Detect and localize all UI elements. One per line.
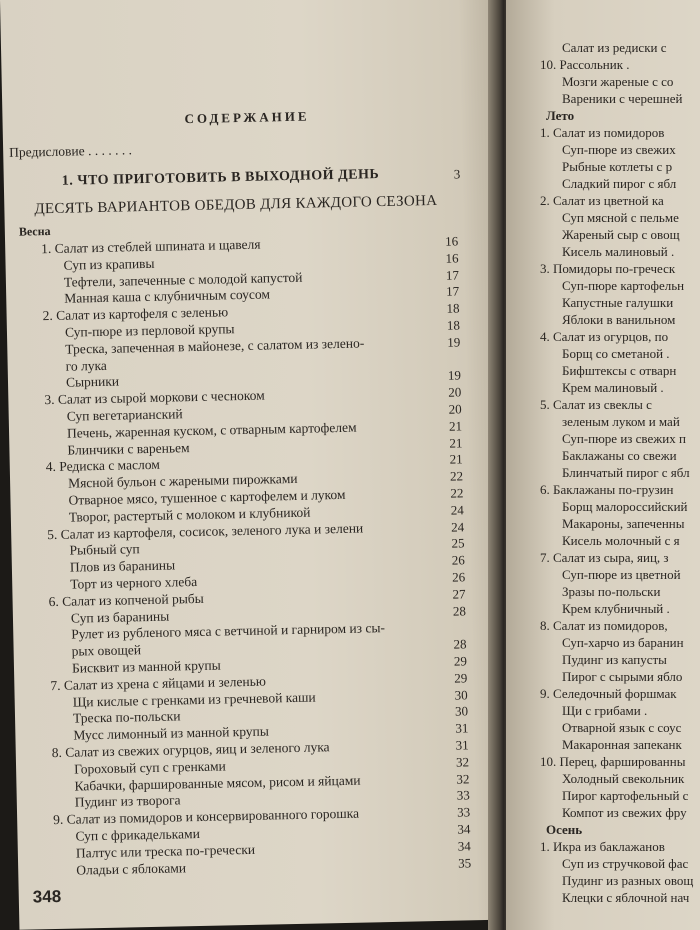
contents-line: 7. Салат из хрена с яйцами и зеленью — [50, 673, 267, 693]
contents-line-right: Макароны, запеченны — [562, 516, 685, 531]
contents-line: Гороховый суп с гренками — [73, 758, 226, 777]
contents-line-right: 7. Салат из сыра, яиц, з — [540, 550, 669, 565]
contents-line-right: Пудинг из капусты — [562, 652, 667, 667]
contents-line-right: Мозги жареные с со — [562, 74, 674, 89]
contents-line-right: Суп-пюре картофельн — [562, 278, 685, 293]
contents-line-right: 4. Салат из огурцов, по — [540, 329, 669, 344]
contents-line-right: 10. Перец, фаршированны — [540, 754, 686, 769]
contents-line-right: 1. Салат из помидоров — [540, 125, 665, 140]
contents-line-right: Пирог картофельный с — [562, 788, 689, 803]
contents-line-right: Суп-пюре из свежих п — [562, 431, 686, 446]
contents-line-right: Борщ со сметаной . — [562, 346, 670, 361]
contents-line-right: Макаронная запеканк — [562, 737, 682, 752]
contents-line-right: 1. Икра из баклажанов — [540, 839, 665, 854]
line-page-number: 21 — [449, 451, 463, 468]
line-page-number: 19 — [447, 367, 462, 384]
contents-line: 1. Салат из стеблей шпината и щавеля — [41, 236, 261, 257]
section-page: 3 — [453, 166, 461, 182]
line-page-number: 33 — [456, 804, 471, 820]
contents-line: Торт из черного хлеба — [70, 574, 198, 592]
contents-line-right: Крем клубничный . — [562, 601, 670, 616]
contents-line-right: Салат из редиски с — [562, 40, 667, 55]
line-page-number: 18 — [446, 317, 461, 333]
line-page-number: 24 — [450, 502, 464, 518]
contents-line-right: Пирог с сырыми ябло — [562, 669, 683, 684]
contents-line: Тефтели, запеченные с молодой капустой — [63, 269, 303, 290]
contents-line: Плов из баранины — [69, 557, 176, 575]
contents-line: Пудинг из творога — [74, 792, 181, 810]
contents-line-right: Капустные галушки — [562, 295, 674, 310]
contents-line-right: Суп из стручковой фас — [562, 856, 689, 871]
line-page-number: 34 — [457, 821, 471, 837]
contents-line: Блинчики с вареньем — [67, 439, 190, 458]
contents-line: 2. Салат из картофеля с зеленью — [42, 304, 229, 324]
contents-line: 5. Салат из картофеля, сосисок, зеленого лука и зелени — [47, 520, 364, 542]
line-page-number: 20 — [448, 384, 462, 400]
contents-line-right: Суп-пюре из свежих — [562, 142, 676, 157]
line-page-number: 19 — [447, 334, 461, 350]
contents-line: 4. Редиска с маслом — [45, 457, 160, 475]
line-page-number: 20 — [448, 401, 462, 417]
contents-line: 8. Салат из свежих огурцов, яиц и зеленого лука — [51, 739, 330, 761]
contents-line: Сырники — [65, 373, 120, 391]
line-page-number: 27 — [452, 586, 466, 602]
contents-line: Мясной бульон с жареными пирожками — [67, 471, 298, 491]
contents-line: Суп из крапивы — [63, 255, 155, 273]
line-page-number: 26 — [451, 552, 465, 568]
line-page-number: 17 — [445, 267, 460, 283]
line-page-number: 34 — [457, 838, 471, 854]
contents-line: го лука — [65, 357, 107, 374]
contents-line: Суп с фрикадельками — [75, 825, 200, 844]
contents-line: 6. Салат из копченой рыбы — [48, 590, 204, 609]
contents-line: Палтус или треска по-гречески — [75, 841, 256, 861]
contents-line-right: Пудинг из разных овощ — [562, 873, 694, 888]
contents-line-right: 3. Помидоры по-греческ — [540, 261, 676, 276]
contents-line-right: Крем малиновый . — [562, 380, 664, 395]
line-page-number: 22 — [450, 485, 464, 501]
line-page-number: 18 — [446, 300, 460, 316]
contents-line: Суп-пюре из перловой крупы — [64, 321, 235, 340]
contents-line-right: Зразы по-польски — [562, 584, 661, 599]
contents-line-right: Сладкий пирог с ябл — [562, 176, 677, 191]
contents-line-right: Суп мясной с пельме — [562, 210, 679, 225]
contents-line-right: 5. Салат из свеклы с — [540, 397, 652, 412]
contents-line-right: Борщ малороссийский — [562, 499, 688, 514]
contents-line: Творог, растертый с молоком и клубникой — [68, 504, 311, 525]
page-number: 348 — [32, 886, 62, 907]
contents-line: рых овощей — [71, 642, 142, 659]
preface-entry: Предисловие . . . . . . . — [9, 142, 133, 160]
contents-line-right: Яблоки в ванильном — [562, 312, 676, 327]
contents-line: Рулет из рубленого мяса с ветчиной и гарниром из сы- — [71, 620, 386, 643]
subsection-heading: ДЕСЯТЬ ВАРИАНТОВ ОБЕДОВ ДЛЯ КАЖДОГО СЕЗОНА — [34, 192, 438, 218]
section-heading: 1. ЧТО ПРИГОТОВИТЬ В ВЫХОДНОЙ ДЕНЬ — [61, 167, 380, 189]
contents-line-right: Блинчатый пирог с ябл — [562, 465, 690, 480]
line-page-number: 21 — [448, 418, 463, 434]
line-page-number: 28 — [452, 602, 467, 619]
line-page-number: 35 — [458, 854, 472, 871]
contents-line-right: 10. Рассольник . — [540, 57, 630, 72]
line-page-number: 30 — [454, 703, 469, 720]
contents-line-right: Кисель малиновый . — [562, 244, 675, 259]
line-page-number: 33 — [456, 787, 470, 803]
contents-line: Мусс лимонный из манной крупы — [73, 723, 270, 743]
contents-line-right: Компот из свежих фру — [562, 805, 687, 820]
contents-line: Печень, жаренная куском, с отварным картофелем — [66, 419, 357, 441]
contents-line-right: Щи с грибами . — [562, 703, 648, 718]
contents-line: Рыбный суп — [69, 541, 140, 559]
contents-line: 3. Салат из сырой моркови с чесноком — [44, 387, 265, 408]
line-page-number: 25 — [451, 535, 465, 552]
line-page-number: 32 — [455, 754, 470, 770]
contents-line-right: Суп-харчо из баранин — [562, 635, 684, 650]
line-page-number: 32 — [456, 770, 470, 787]
contents-line: Оладьи с яблоками — [76, 859, 187, 878]
contents-line-right: Отварной язык с соус — [562, 720, 682, 735]
contents-line-right: Клецки с яблочной нач — [562, 890, 690, 905]
contents-line-right: 9. Селедочный форшмак — [540, 686, 677, 701]
contents-line-right: Холодный свекольник — [562, 771, 685, 786]
line-page-number: 16 — [445, 250, 459, 266]
contents-line-right: Кисель молочный с я — [562, 533, 680, 548]
line-page-number: 28 — [453, 636, 467, 652]
contents-line-right: Вареники с черешней — [562, 91, 683, 106]
contents-title: СОДЕРЖАНИЕ — [184, 108, 310, 127]
contents-line-right: Лето — [546, 108, 575, 123]
line-page-number: 31 — [455, 720, 469, 736]
contents-line: Манная каша с клубничным соусом — [64, 286, 271, 307]
right-page — [506, 0, 700, 930]
line-page-number: 26 — [452, 569, 466, 585]
contents-line-right: Суп-пюре из цветной — [562, 567, 681, 582]
contents-line: Треска по-польски — [72, 708, 181, 727]
contents-line-right: Рыбные котлеты с р — [562, 159, 673, 174]
line-page-number: 24 — [450, 518, 465, 535]
contents-line: Кабачки, фаршированные мясом, рисом и яйцами — [74, 772, 361, 794]
line-page-number: 17 — [446, 283, 460, 300]
line-page-number: 22 — [449, 468, 464, 484]
contents-line-right: Баклажаны со свежи — [562, 448, 677, 463]
line-page-number: 16 — [444, 233, 459, 249]
contents-line-right: Жареный сыр с овощ — [562, 227, 680, 242]
contents-line: Суп вегетарианский — [66, 406, 183, 424]
contents-line-right: Осень — [546, 822, 583, 837]
season-heading: Весна — [18, 223, 51, 239]
contents-line: Щи кислые с гренками из гречневой каши — [72, 689, 316, 710]
contents-line-right: 6. Баклажаны по-грузин — [540, 482, 674, 497]
line-page-number: 31 — [455, 737, 469, 753]
contents-line-right: 2. Салат из цветной ка — [540, 193, 664, 208]
contents-line: 9. Салат из помидоров и консервированного горошка — [53, 805, 360, 828]
line-page-number: 29 — [454, 670, 468, 686]
contents-line-right: зеленым луком и май — [562, 414, 680, 429]
contents-line: Отварное мясо, тушенное с картофелем и луком — [68, 486, 346, 508]
contents-line: Бисквит из манной крупы — [71, 657, 221, 676]
line-page-number: 29 — [453, 653, 468, 669]
line-page-number: 30 — [454, 686, 468, 703]
contents-line-right: 8. Салат из помидоров, — [540, 618, 668, 633]
contents-line: Суп из баранины — [70, 608, 170, 626]
contents-line-right: Бифштексы с отварн — [562, 363, 677, 378]
contents-line: Треска, запеченная в майонезе, с салатом из зелено- — [65, 335, 365, 357]
line-page-number: 21 — [449, 435, 463, 451]
